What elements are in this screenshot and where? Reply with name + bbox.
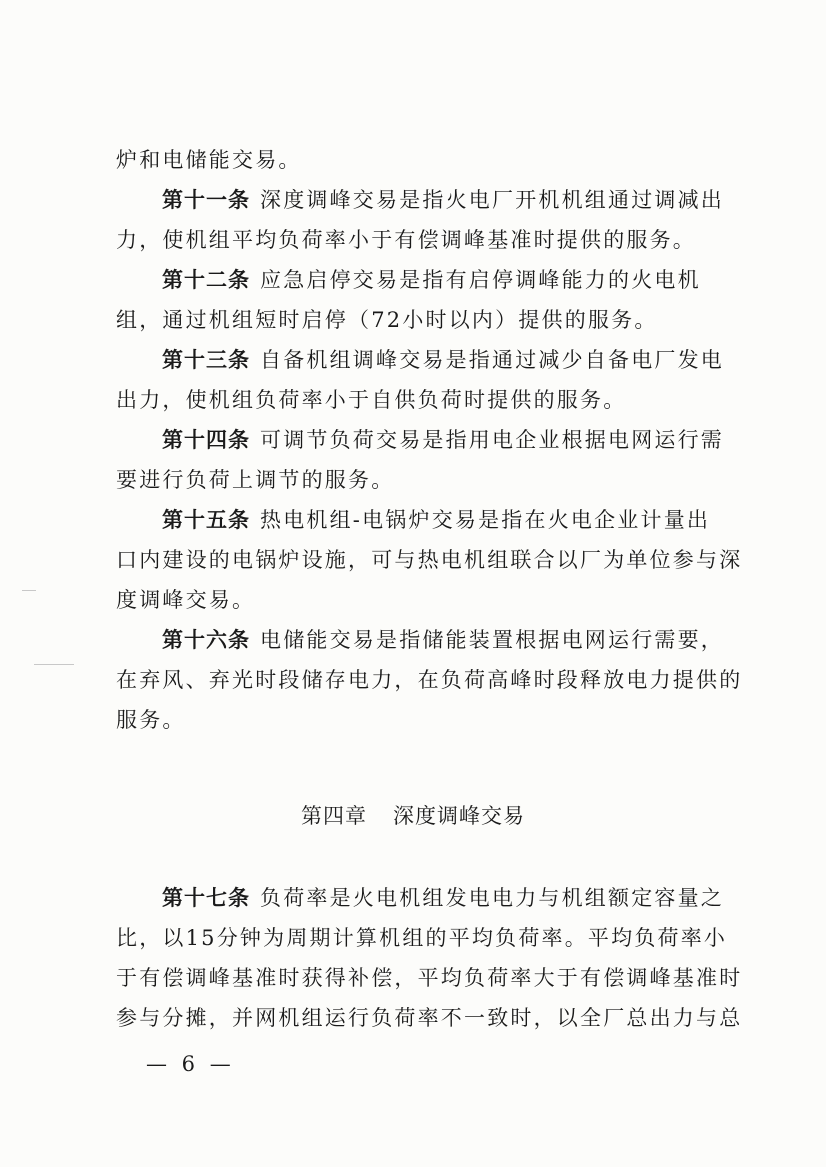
article-12-line (116, 260, 720, 300)
text-line (116, 140, 720, 180)
article-number: 第十二条 (162, 268, 250, 292)
line-text: 要进行负荷上调节的服务。 (116, 468, 395, 492)
line-text: 自备机组调峰交易是指通过减少自备电厂发电 (260, 348, 724, 372)
page-number: — 6 — (146, 1052, 235, 1076)
article-15-line (116, 500, 720, 540)
article-number: 第十三条 (162, 348, 250, 372)
text-line (116, 300, 720, 340)
chapter-title: 深度调峰交易 (393, 804, 525, 828)
article-number: 第十七条 (162, 886, 250, 910)
article-13-line (116, 340, 724, 380)
text-line (116, 580, 720, 620)
text-line (116, 998, 743, 1038)
line-text: 力，使机组平均负荷率小于有偿调峰基准时提供的服务。 (116, 228, 696, 252)
line-text: 口内建设的电锅炉设施，可与热电机组联合以厂为单位参与深 (116, 548, 743, 572)
line-text: 出力，使机组负荷率小于自供负荷时提供的服务。 (116, 388, 627, 412)
text-line (116, 380, 720, 420)
article-11-line (116, 180, 724, 220)
text-line (116, 958, 743, 998)
scan-speck (34, 664, 74, 665)
line-text: 参与分摊，并网机组运行负荷率不一致时，以全厂总出力与总 (116, 1006, 743, 1030)
document-body (116, 140, 743, 740)
article-number: 第十四条 (162, 428, 250, 452)
text-line (116, 918, 728, 958)
line-text: 电储能交易是指储能装置根据电网运行需要， (260, 628, 724, 652)
line-text: 组，通过机组短时启停（72小时以内）提供的服务。 (116, 308, 658, 332)
article-number: 第十一条 (162, 188, 250, 212)
article-14-line (116, 420, 724, 460)
article-17-line (116, 878, 724, 918)
line-text: 炉和电储能交易。 (116, 148, 302, 172)
line-text: 深度调峰交易是指火电厂开机机组通过调减出 (260, 188, 724, 212)
line-text: 于有偿调峰基准时获得补偿，平均负荷率大于有偿调峰基准时 (116, 966, 743, 990)
text-line (116, 700, 720, 740)
text-line (116, 460, 720, 500)
text-line (116, 220, 720, 260)
scan-speck (22, 590, 36, 591)
article-number: 第十五条 (162, 508, 250, 532)
document-body-continued (116, 878, 743, 1038)
line-text: 负荷率是火电机组发电电力与机组额定容量之 (260, 886, 724, 910)
line-text: 服务。 (116, 708, 186, 732)
chapter-number: 第四章 (301, 804, 367, 828)
line-text: 可调节负荷交易是指用电企业根据电网运行需 (260, 428, 724, 452)
line-text: 度调峰交易。 (116, 588, 256, 612)
text-line (116, 660, 743, 700)
line-text: 应急启停交易是指有启停调峰能力的火电机 (260, 268, 701, 292)
chapter-heading (0, 796, 826, 836)
article-16-line (116, 620, 724, 660)
line-text: 热电机组-电锅炉交易是指在火电企业计量出 (260, 508, 711, 532)
text-line (116, 540, 743, 580)
line-text: 在弃风、弃光时段储存电力，在负荷高峰时段释放电力提供的 (116, 668, 743, 692)
article-number: 第十六条 (162, 628, 250, 652)
line-text: 比，以15分钟为周期计算机组的平均负荷率。平均负荷率小 (116, 926, 728, 950)
